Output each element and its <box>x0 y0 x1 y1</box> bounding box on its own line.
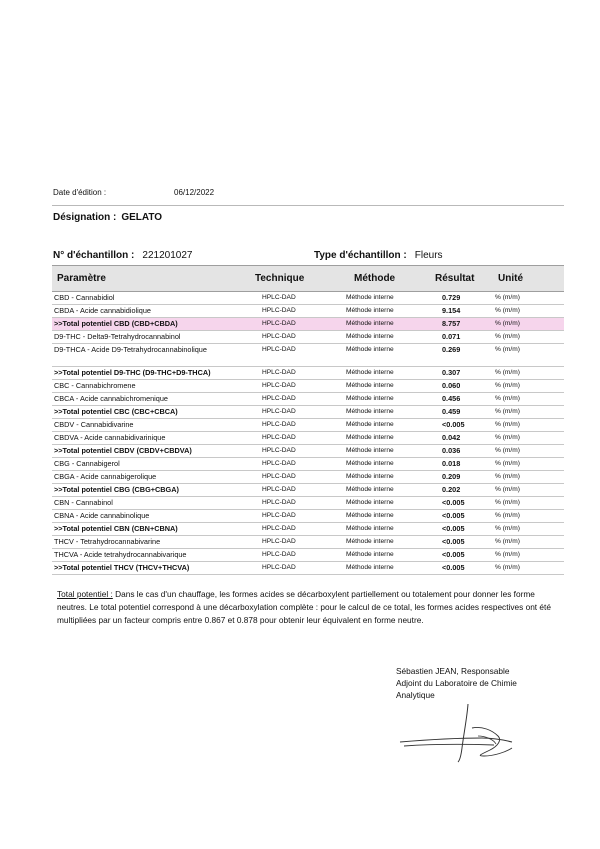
cell-parameter: >>Total potentiel CBDV (CBDV+CBDVA) <box>54 446 192 455</box>
designation-value: GELATO <box>121 212 163 223</box>
cell-method: Méthode interne <box>346 447 394 454</box>
cell-method: Méthode interne <box>346 525 394 532</box>
table-row <box>52 393 564 406</box>
sample-number <box>53 250 192 261</box>
cell-method: Méthode interne <box>346 408 394 415</box>
designation <box>53 212 162 223</box>
cell-parameter: CBDA - Acide cannabidiolique <box>54 306 151 315</box>
cell-unit: % (m/m) <box>495 564 520 571</box>
cell-parameter: CBC - Cannabichromene <box>54 381 136 390</box>
sample-number-value: 221201027 <box>142 250 193 261</box>
total-potential-note <box>57 588 567 627</box>
cell-technique: HPLC-DAD <box>262 538 296 545</box>
table-row <box>52 406 564 419</box>
cell-technique: HPLC-DAD <box>262 551 296 558</box>
cell-result: 0.202 <box>442 485 461 494</box>
signatory-block <box>396 665 517 701</box>
table-row <box>52 292 564 305</box>
header-divider <box>52 205 564 206</box>
cell-unit: % (m/m) <box>495 333 520 340</box>
cell-method: Méthode interne <box>346 538 394 545</box>
cell-method: Méthode interne <box>346 434 394 441</box>
table-body <box>52 292 564 575</box>
sample-number-label: N° d'échantillon : <box>53 250 135 261</box>
column-header-parametre: Paramètre <box>57 273 106 284</box>
cell-technique: HPLC-DAD <box>262 320 296 327</box>
cell-result: 0.459 <box>442 407 461 416</box>
cell-unit: % (m/m) <box>495 369 520 376</box>
cell-parameter: >>Total potentiel THCV (THCV+THCVA) <box>54 563 190 572</box>
cell-method: Méthode interne <box>346 564 394 571</box>
signatory-line-2: Adjoint du Laboratoire de Chimie <box>396 678 517 688</box>
table-row <box>52 445 564 458</box>
cell-parameter: CBCA - Acide cannabichromenique <box>54 394 168 403</box>
signatory-line-3: Analytique <box>396 690 435 700</box>
note-text: Dans le cas d'un chauffage, les formes acides se décarboxylent partiellement ou totalement pour donner les forme neutres. Le total potentiel correspond à une décarboxylation complète : pour le calcul de ce total, les formes acides respectives ont été multipliées par un facteur compris entre 0.867 et 0.878 pour obtenir leur équivalent en forme neutre. <box>57 589 551 625</box>
table-row <box>52 497 564 510</box>
table-row <box>52 523 564 536</box>
cell-technique: HPLC-DAD <box>262 564 296 571</box>
cell-unit: % (m/m) <box>495 382 520 389</box>
cell-parameter: CBG - Cannabigerol <box>54 459 120 468</box>
table-row <box>52 471 564 484</box>
handwritten-signature-icon <box>394 700 524 765</box>
table-row <box>52 549 564 562</box>
cell-unit: % (m/m) <box>495 421 520 428</box>
cell-technique: HPLC-DAD <box>262 294 296 301</box>
cell-technique: HPLC-DAD <box>262 473 296 480</box>
cell-unit: % (m/m) <box>495 434 520 441</box>
cell-method: Méthode interne <box>346 421 394 428</box>
cell-result: 0.071 <box>442 332 461 341</box>
cell-technique: HPLC-DAD <box>262 382 296 389</box>
cell-result: <0.005 <box>442 524 465 533</box>
cell-parameter: THCVA - Acide tetrahydrocannabivarique <box>54 550 187 559</box>
cell-unit: % (m/m) <box>495 538 520 545</box>
cell-unit: % (m/m) <box>495 512 520 519</box>
cell-technique: HPLC-DAD <box>262 408 296 415</box>
table-row <box>52 562 564 575</box>
column-header-resultat: Résultat <box>435 273 475 284</box>
cell-unit: % (m/m) <box>495 551 520 558</box>
cell-parameter: CBN - Cannabinol <box>54 498 113 507</box>
cell-result: 9.154 <box>442 306 461 315</box>
cell-unit: % (m/m) <box>495 395 520 402</box>
sample-type-value: Fleurs <box>414 250 443 261</box>
cell-result: 0.018 <box>442 459 461 468</box>
table-row <box>52 318 564 331</box>
cell-result: <0.005 <box>442 498 465 507</box>
edition-date-label: Date d'édition : <box>53 188 107 197</box>
cell-result: <0.005 <box>442 563 465 572</box>
cell-unit: % (m/m) <box>495 320 520 327</box>
note-label: Total potentiel : <box>57 589 113 599</box>
signatory-line-1: Sébastien JEAN, Responsable <box>396 666 510 676</box>
table-row <box>52 367 564 380</box>
cell-technique: HPLC-DAD <box>262 434 296 441</box>
cell-result: <0.005 <box>442 550 465 559</box>
cell-method: Méthode interne <box>346 473 394 480</box>
cell-parameter: CBNA - Acide cannabinolique <box>54 511 150 520</box>
cell-parameter: CBDV - Cannabidivarine <box>54 420 134 429</box>
cell-technique: HPLC-DAD <box>262 447 296 454</box>
cell-parameter: CBD - Cannabidiol <box>54 293 115 302</box>
cell-result: 0.729 <box>442 293 461 302</box>
cell-result: 0.042 <box>442 433 461 442</box>
table-row <box>52 331 564 344</box>
cell-result: <0.005 <box>442 511 465 520</box>
cell-parameter: >>Total potentiel CBN (CBN+CBNA) <box>54 524 178 533</box>
cell-technique: HPLC-DAD <box>262 333 296 340</box>
cell-technique: HPLC-DAD <box>262 395 296 402</box>
cell-method: Méthode interne <box>346 346 394 353</box>
cell-technique: HPLC-DAD <box>262 460 296 467</box>
cell-result: 0.036 <box>442 446 461 455</box>
cell-parameter: D9-THCA - Acide D9-Tetrahydrocannabinolique <box>54 345 207 354</box>
cell-unit: % (m/m) <box>495 525 520 532</box>
cell-parameter: CBGA - Acide cannabigerolique <box>54 472 157 481</box>
table-row <box>52 419 564 432</box>
table-row <box>52 344 564 367</box>
cell-result: 0.456 <box>442 394 461 403</box>
column-header-unite: Unité <box>498 273 523 284</box>
cell-result: 0.307 <box>442 368 461 377</box>
cell-technique: HPLC-DAD <box>262 346 296 353</box>
cell-method: Méthode interne <box>346 551 394 558</box>
cell-technique: HPLC-DAD <box>262 421 296 428</box>
cell-parameter: >>Total potentiel CBC (CBC+CBCA) <box>54 407 178 416</box>
cell-method: Méthode interne <box>346 486 394 493</box>
cell-method: Méthode interne <box>346 460 394 467</box>
cell-method: Méthode interne <box>346 499 394 506</box>
cell-method: Méthode interne <box>346 369 394 376</box>
cell-unit: % (m/m) <box>495 473 520 480</box>
cell-method: Méthode interne <box>346 382 394 389</box>
cell-unit: % (m/m) <box>495 294 520 301</box>
cell-parameter: >>Total potentiel CBG (CBG+CBGA) <box>54 485 179 494</box>
column-header-technique: Technique <box>255 273 305 284</box>
cell-method: Méthode interne <box>346 395 394 402</box>
table-header <box>52 265 564 292</box>
cell-unit: % (m/m) <box>495 447 520 454</box>
table-row <box>52 432 564 445</box>
table-row <box>52 380 564 393</box>
cell-method: Méthode interne <box>346 320 394 327</box>
edition-date-value: 06/12/2022 <box>174 188 215 197</box>
results-table <box>52 265 564 575</box>
cell-method: Méthode interne <box>346 333 394 340</box>
cell-unit: % (m/m) <box>495 460 520 467</box>
table-row <box>52 484 564 497</box>
cell-result: 8.757 <box>442 319 461 328</box>
cell-parameter: >>Total potentiel D9-THC (D9-THC+D9-THCA) <box>54 368 211 377</box>
column-header-methode: Méthode <box>354 273 396 284</box>
cell-technique: HPLC-DAD <box>262 369 296 376</box>
sample-type <box>314 250 443 261</box>
cell-unit: % (m/m) <box>495 307 520 314</box>
table-row <box>52 458 564 471</box>
cell-technique: HPLC-DAD <box>262 486 296 493</box>
cell-unit: % (m/m) <box>495 499 520 506</box>
cell-parameter: CBDVA - Acide cannabidivarinique <box>54 433 166 442</box>
cell-parameter: >>Total potentiel CBD (CBD+CBDA) <box>54 319 178 328</box>
cell-parameter: THCV - Tetrahydrocannabivarine <box>54 537 161 546</box>
cell-technique: HPLC-DAD <box>262 499 296 506</box>
sample-type-label: Type d'échantillon : <box>314 250 407 261</box>
cell-result: 0.209 <box>442 472 461 481</box>
cell-result: <0.005 <box>442 537 465 546</box>
cell-unit: % (m/m) <box>495 346 520 353</box>
cell-unit: % (m/m) <box>495 486 520 493</box>
cell-result: <0.005 <box>442 420 465 429</box>
cell-result: 0.060 <box>442 381 461 390</box>
cell-technique: HPLC-DAD <box>262 512 296 519</box>
cell-result: 0.269 <box>442 345 461 354</box>
designation-label: Désignation : <box>53 212 117 223</box>
cell-technique: HPLC-DAD <box>262 525 296 532</box>
table-row <box>52 305 564 318</box>
cell-method: Méthode interne <box>346 294 394 301</box>
cell-unit: % (m/m) <box>495 408 520 415</box>
cell-technique: HPLC-DAD <box>262 307 296 314</box>
cell-method: Méthode interne <box>346 512 394 519</box>
table-row <box>52 510 564 523</box>
cell-parameter: D9-THC - Delta9-Tetrahydrocannabinol <box>54 332 181 341</box>
cell-method: Méthode interne <box>346 307 394 314</box>
table-row <box>52 536 564 549</box>
